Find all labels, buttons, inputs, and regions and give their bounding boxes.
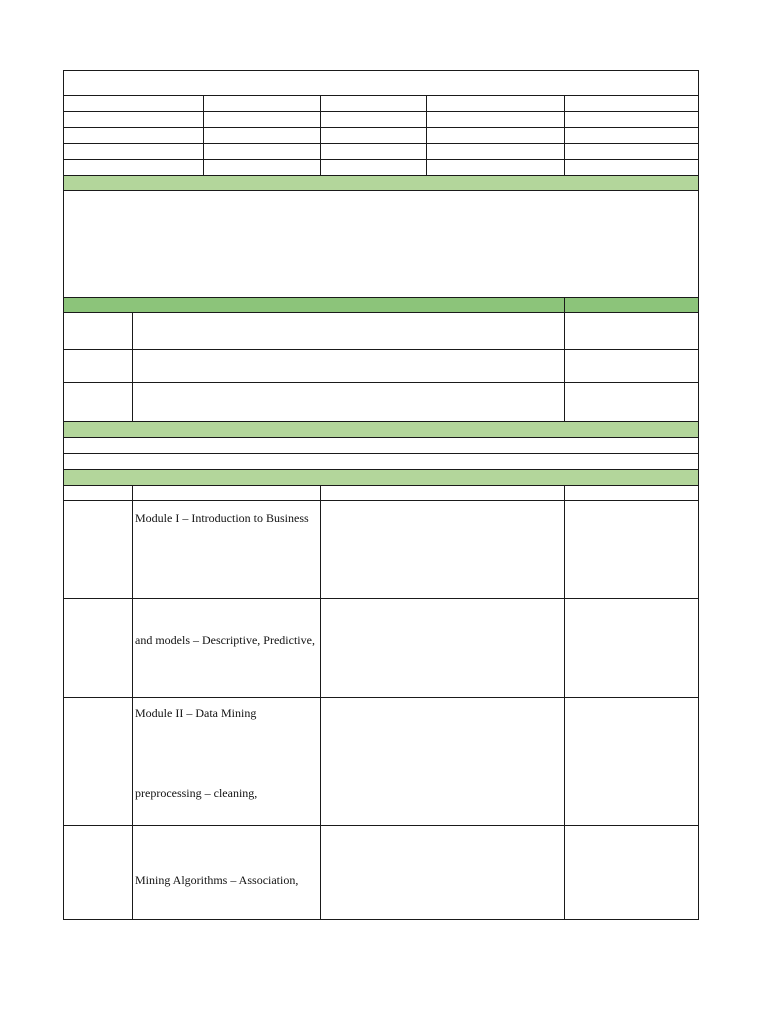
table-border-left	[63, 70, 64, 920]
row-rule	[63, 421, 699, 422]
col-rule	[564, 95, 565, 175]
row-rule	[63, 349, 699, 350]
table-border-top	[63, 70, 699, 71]
row-rule	[63, 95, 699, 96]
col-rule	[320, 95, 321, 175]
col-rule	[320, 485, 321, 919]
row-rule	[63, 175, 699, 176]
row-rule	[63, 297, 699, 298]
col-rule	[426, 95, 427, 175]
section-header-band-4	[64, 469, 698, 485]
col-rule	[564, 485, 565, 919]
section-header-band-1	[64, 175, 698, 191]
module-1-models-text: and models – Descriptive, Predictive,	[135, 633, 315, 647]
col-rule	[203, 95, 204, 175]
table-border-right	[698, 70, 699, 920]
row-rule	[63, 697, 699, 698]
row-rule	[63, 127, 699, 128]
module-1-title: Module I – Introduction to Business	[135, 511, 309, 525]
col-rule	[132, 312, 133, 421]
module-2-preprocessing-text: preprocessing – cleaning,	[135, 786, 258, 800]
row-rule	[63, 143, 699, 144]
col-rule	[564, 297, 565, 421]
module-2-algorithms-text: Mining Algorithms – Association,	[135, 873, 299, 887]
row-rule	[63, 382, 699, 383]
module-2-title: Module II – Data Mining	[135, 706, 257, 720]
section-header-band-3	[64, 422, 698, 438]
row-rule	[63, 598, 699, 599]
row-rule	[63, 825, 699, 826]
row-rule	[63, 469, 699, 470]
row-rule	[63, 485, 699, 486]
row-rule	[63, 500, 699, 501]
row-rule	[63, 159, 699, 160]
col-rule	[132, 485, 133, 919]
row-rule	[63, 453, 699, 454]
table-border-bottom	[63, 919, 699, 920]
section-header-band-2	[64, 297, 564, 313]
row-rule	[63, 312, 699, 313]
row-rule	[63, 437, 699, 438]
section-header-band-2-right	[565, 297, 698, 313]
row-rule	[63, 190, 699, 191]
row-rule	[63, 111, 699, 112]
